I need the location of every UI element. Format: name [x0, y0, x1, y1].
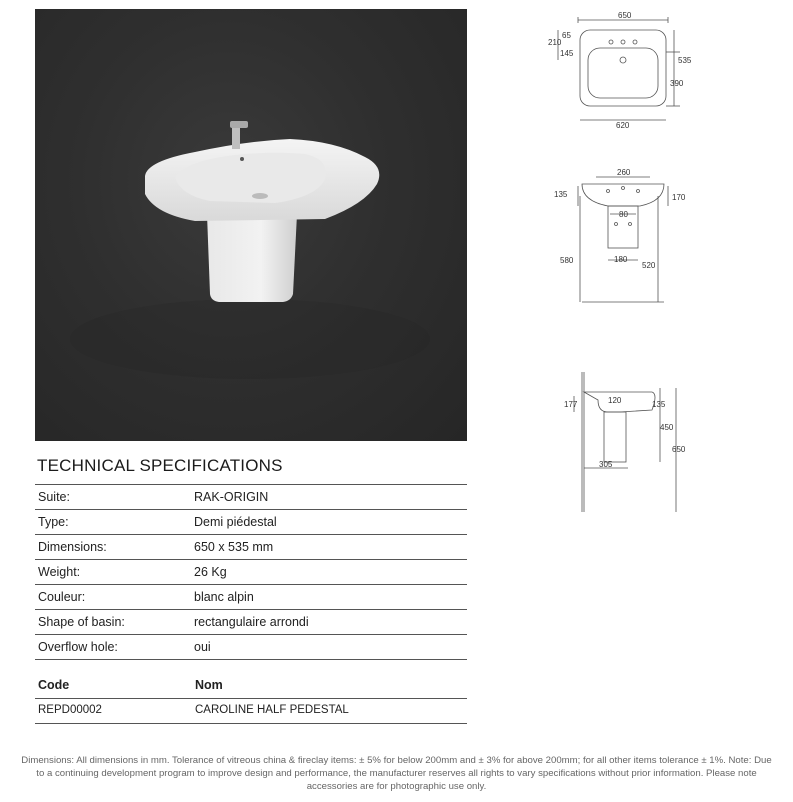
- spec-value: oui: [191, 635, 467, 660]
- spec-value: Demi piédestal: [191, 510, 467, 535]
- spec-title: TECHNICAL SPECIFICATIONS: [37, 456, 283, 475]
- code-row: [35, 698, 467, 724]
- spec-label: Suite:: [35, 485, 191, 510]
- dim-580: 580: [560, 256, 574, 265]
- code-column-header: Code: [38, 678, 70, 692]
- spec-label: Dimensions:: [35, 535, 191, 560]
- spec-row: [35, 585, 467, 610]
- spec-value: 650 x 535 mm: [191, 535, 467, 560]
- spec-value: blanc alpin: [191, 585, 467, 610]
- dim-305: 305: [599, 460, 613, 469]
- name-column-header: Nom: [195, 678, 223, 692]
- dim-520: 520: [642, 261, 656, 270]
- product-photo: [35, 9, 467, 441]
- dim-80: 80: [619, 210, 628, 219]
- dim-535: 535: [678, 56, 692, 65]
- drawing-top-view: [548, 8, 698, 135]
- spec-row: [35, 610, 467, 635]
- spec-row: [35, 635, 467, 660]
- spec-row: [35, 485, 467, 510]
- dim-180: 180: [614, 255, 628, 264]
- spec-table: [35, 484, 467, 660]
- dim-170: 170: [672, 193, 686, 202]
- spec-label: Type:: [35, 510, 191, 535]
- spec-label: Shape of basin:: [35, 610, 191, 635]
- product-code: REPD00002: [38, 704, 102, 716]
- spec-row: [35, 535, 467, 560]
- spec-value: RAK-ORIGIN: [191, 485, 467, 510]
- dim-135-side: 135: [652, 400, 666, 409]
- dim-65: 65: [562, 31, 571, 40]
- spec-label: Couleur:: [35, 585, 191, 610]
- dim-120: 120: [608, 396, 622, 405]
- dim-390: 390: [670, 79, 684, 88]
- dim-620: 620: [616, 121, 630, 130]
- spec-label: Weight:: [35, 560, 191, 585]
- dim-210: 210: [548, 38, 562, 47]
- spec-row: [35, 510, 467, 535]
- spec-row: [35, 560, 467, 585]
- dim-450: 450: [660, 423, 674, 432]
- dim-650: 650: [618, 11, 632, 20]
- spec-value: 26 Kg: [191, 560, 467, 585]
- spec-value: rectangulaire arrondi: [191, 610, 467, 635]
- dim-260: 260: [617, 168, 631, 177]
- product-name: CAROLINE HALF PEDESTAL: [195, 704, 349, 716]
- footer-disclaimer: Dimensions: All dimensions in mm. Tolerance of vitreous china & fireclay items: ± 5% for below 200mm and ± 3% for above 200mm; for all other items tolerance ± 1%. Note: Due to a continuing development program to improve design and performance, the manufacturer reserves all rights to vary specifications without prior information. Please note accessories are for photographic use only.: [21, 755, 772, 792]
- spec-label: Overflow hole:: [35, 635, 191, 660]
- dim-135: 135: [554, 190, 568, 199]
- dim-177: 177: [564, 400, 578, 409]
- drawing-front-view: [548, 166, 698, 311]
- drawing-side-view: [548, 368, 698, 521]
- dim-650-side: 650: [672, 445, 686, 454]
- dim-145: 145: [560, 49, 574, 58]
